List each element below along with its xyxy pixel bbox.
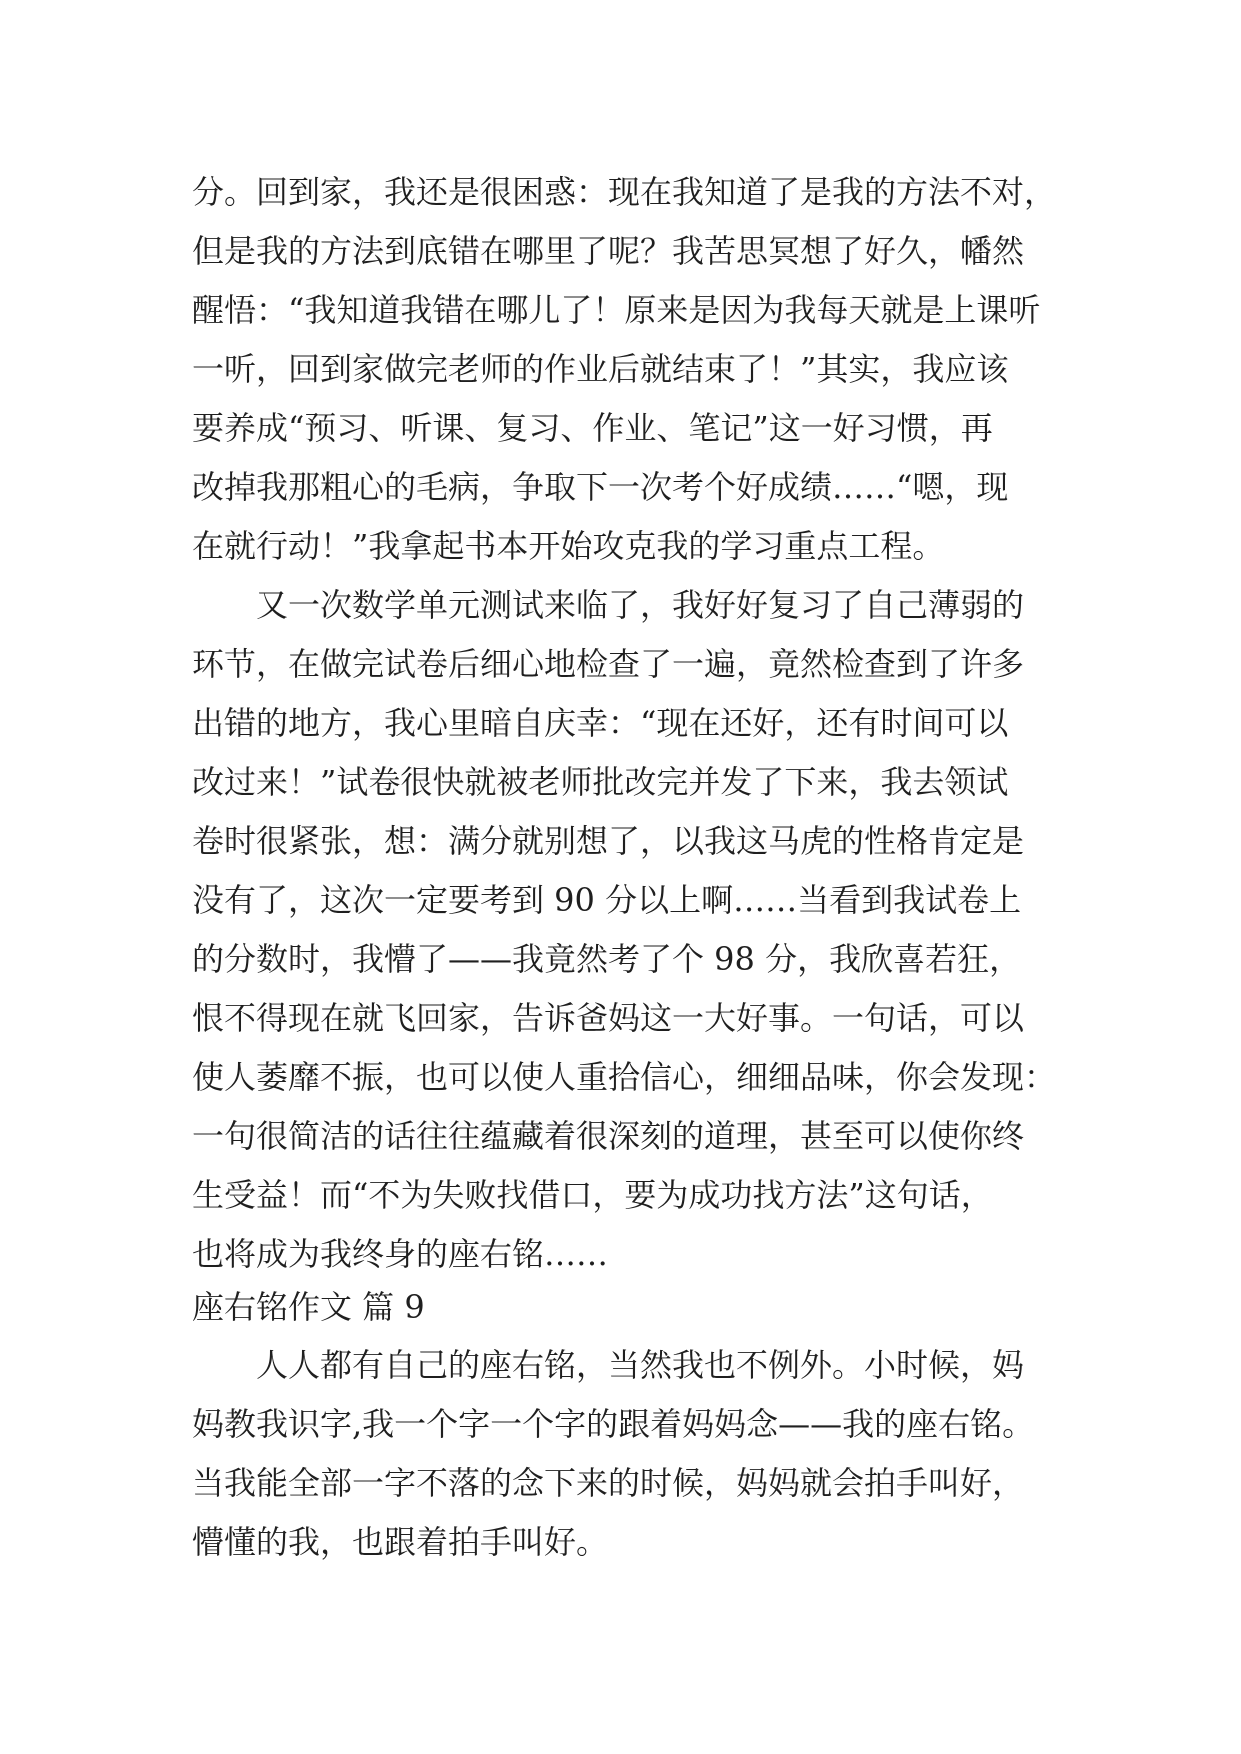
text-line: 一听，回到家做完老师的作业后就结束了！”其实，我应该 [192,350,1009,388]
section-heading: 座右铭作文 篇 9 [192,1288,425,1326]
text-line: 当我能全部一字不落的念下来的时候，妈妈就会拍手叫好， [192,1464,1025,1502]
text-line: 的分数时，我懵了——我竟然考了个 98 分，我欣喜若狂， [192,940,1022,978]
text-line: 生受益！而“不为失败找借口，要为成功找方法”这句话， [192,1176,993,1214]
text-line: 在就行动！”我拿起书本开始攻克我的学习重点工程。 [192,527,945,565]
paragraph-first-line: 人人都有自己的座右铭，当然我也不例外。小时候，妈 [256,1346,1025,1384]
text-line: 一句很简洁的话往往蕴藏着很深刻的道理，甚至可以使你终 [192,1117,1025,1155]
text-line: 使人萎靡不振，也可以使人重拾信心，细细品味，你会发现： [192,1058,1057,1096]
text-line: 出错的地方，我心里暗自庆幸：“现在还好，还有时间可以 [192,704,1009,742]
text-line: 改过来！”试卷很快就被老师批改完并发了下来，我去领试 [192,763,1009,801]
text-line: 卷时很紧张，想：满分就别想了，以我这马虎的性格肯定是 [192,822,1025,860]
text-line: 但是我的方法到底错在哪里了呢？我苦思冥想了好久，幡然 [192,232,1025,270]
text-line: 也将成为我终身的座右铭…… [192,1235,609,1273]
text-line: 懵懂的我，也跟着拍手叫好。 [192,1523,609,1561]
text-line: 改掉我那粗心的毛病，争取下一次考个好成绩……“嗯，现 [192,468,1009,506]
text-line: 环节，在做完试卷后细心地检查了一遍，竟然检查到了许多 [192,645,1025,683]
text-line: 分。回到家，我还是很困惑：现在我知道了是我的方法不对， [192,173,1057,211]
text-line: 恨不得现在就飞回家，告诉爸妈这一大好事。一句话，可以 [192,999,1025,1037]
text-line: 醒悟：“我知道我错在哪儿了！原来是因为我每天就是上课听 [192,291,1041,329]
text-line: 妈教我识字,我一个字一个字的跟着妈妈念——我的座右铭。 [192,1405,1035,1443]
text-line: 没有了，这次一定要考到 90 分以上啊……当看到我试卷上 [192,881,1022,919]
paragraph-first-line: 又一次数学单元测试来临了，我好好复习了自己薄弱的 [256,586,1025,624]
text-line: 要养成“预习、听课、复习、作业、笔记”这一好习惯，再 [192,409,993,447]
